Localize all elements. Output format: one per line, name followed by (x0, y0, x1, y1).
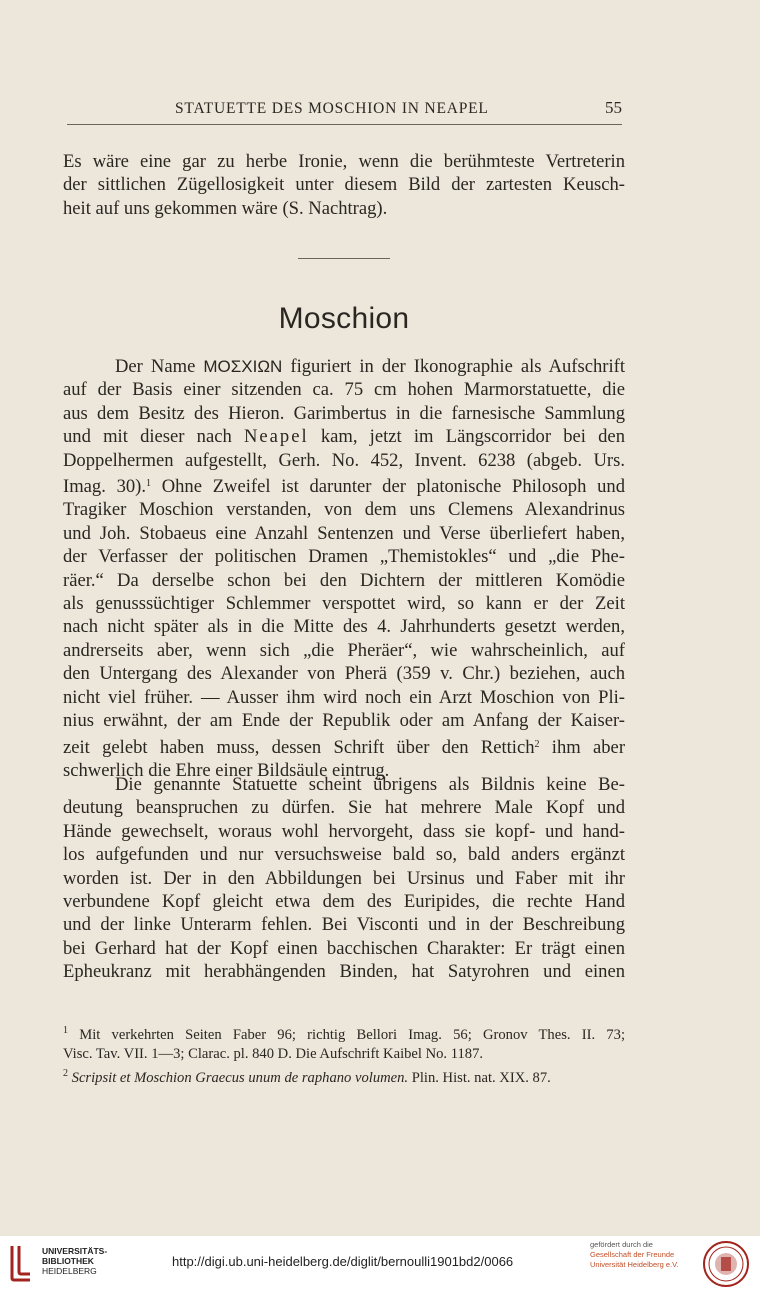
footnote-1: $^1$ Mit verkehrten Seiten Faber 96; richtig Bellori Imag. 56; Gronov Thes. II. 73; (63, 1025, 625, 1043)
text-line: andrerseits aber, wenn sich „die Pheräer“, wie wahrscheinlich, auf (63, 639, 625, 661)
sponsor-credit[interactable]: gefördert durch die Gesellschaft der Freunde Universität Heidelberg e.V. (590, 1240, 679, 1269)
text-line: als genusssüchtiger Schlemmer verspottet wird, so kann er der Zeit (63, 593, 625, 615)
footnote-1-continued: Visc. Tav. VII. 1—3; Clarac. pl. 840 D. Die Aufschrift Kaibel No. 1187. (63, 1046, 484, 1063)
footnote-mark: 2 (63, 1068, 68, 1080)
text-line: der sittlichen Zügellosigkeit unter diesem Bild der zartesten Keusch- (63, 174, 625, 196)
digitization-footer (0, 1236, 760, 1291)
text-line: deutung beanspruchen zu dürfen. Sie hat mehrere Male Kopf und (63, 797, 625, 819)
text-line: den Untergang des Alexander von Pherä (359 v. Chr.) beziehen, auch (63, 663, 625, 685)
text-line: und Joh. Stobaeus eine Anzahl Sentenzen und Verse überliefert haben, (63, 522, 625, 544)
greek-inscription: ΜΟΣΧΙΩΝ (203, 357, 283, 376)
text-line: Epheukranz mit herabhängenden Binden, hat Satyrohren und einen (63, 961, 625, 983)
footnote-ref: 2 (534, 738, 540, 750)
text-line: nach nicht später als in die Mitte des 4. Jahrhunderts gesetzt werden, (63, 616, 625, 638)
text-line: nicht viel früher. — Ausser ihm wird noch ein Arzt Moschion von Pli- (63, 686, 625, 708)
text-line: der Verfasser der politischen Dramen „Themistokles“ und „die Phe- (63, 546, 625, 568)
text-line: Der Name ΜΟΣΧΙΩΝ figuriert in der Ikonographie als Aufschrift (115, 356, 625, 377)
ub-heidelberg-logo-icon[interactable] (8, 1244, 34, 1282)
paragraph-statuette-description (63, 773, 625, 984)
text-line: Es wäre eine gar zu herbe Ironie, wenn die berühmteste Vertreterin (63, 151, 625, 172)
text-line: aus dem Besitz des Hieron. Garimbertus in die farnesische Sammlung (63, 402, 625, 424)
text-line: verbundene Kopf gleicht etwa dem des Euripides, die rechte Hand (63, 891, 625, 913)
text-line: Imag. 30).$^1$ Ohne Zweifel ist darunter der platonische Philosoph und (63, 476, 625, 498)
page-number: 55 (605, 98, 622, 117)
spaced-place-name: Neapel (243, 426, 309, 448)
text-line: los aufgefunden und nur versuchsweise bald so, bald anders ergänzt (63, 844, 625, 866)
text-line: zeit gelebt haben muss, dessen Schrift über den Rettich$^2$ ihm aber (63, 736, 626, 758)
text-line: Tragiker Moschion verstanden, von dem uns Clemens Alexandrinus (63, 499, 625, 521)
text-line: und mit dieser nach Neapel kam, jetzt im Längscorridor bei den (63, 426, 625, 448)
section-separator (298, 258, 390, 259)
text-line: bei Gerhard hat der Kopf einen bacchischen Charakter: Er trägt einen (63, 937, 625, 959)
university-seal-icon[interactable] (702, 1240, 750, 1288)
footnote-ref: 1 (146, 478, 151, 490)
library-name[interactable]: UNIVERSITÄTS- BIBLIOTHEK HEIDELBERG (42, 1246, 108, 1276)
text-line: räer.“ Da derselbe schon bei den Dichtern der mittleren Komödie (63, 569, 625, 591)
running-head (67, 98, 622, 125)
text-line: schwerlich die Ehre einer Bildsäule eintrug. (63, 759, 390, 781)
text-line: auf der Basis einer sitzenden ca. 75 cm hohen Marmorstatuette, die (63, 379, 625, 401)
text-line: und der linke Unterarm fehlen. Bei Visconti und in der Beschreibung (63, 914, 625, 936)
paragraph-moschion-statuette (63, 355, 625, 782)
section-title: Moschion (278, 302, 410, 335)
footnotes (63, 1021, 625, 1089)
text-line: worden ist. Der in den Abbildungen bei Ursinus und Faber mit ihr (63, 867, 625, 889)
text-line: Die genannte Statuette scheint übrigens als Bildnis keine Be- (115, 774, 625, 795)
latin-quote: Scripsit et Moschion Graecus unum de raphano volumen. (71, 1070, 409, 1087)
text-line: nius erwähnt, der am Ende der Republik oder am Anfang der Kaiser- (63, 710, 625, 732)
text-line: Doppelhermen aufgestellt, Gerh. No. 452, Invent. 6238 (abgeb. Urs. (63, 449, 625, 471)
intro-paragraph (63, 150, 625, 220)
footnote-mark: 1 (63, 1025, 68, 1036)
text-line: Hände gewechselt, woraus wohl hervorgeht, dass sie kopf- und hand- (63, 820, 625, 842)
footnote-2: $^2$ Scripsit et Moschion Graecus unum de raphano volumen. Plin. Hist. nat. XIX. 87. (63, 1068, 551, 1087)
permalink-url[interactable]: http://digi.ub.uni-heidelberg.de/diglit/bernoulli1901bd2/0066 (172, 1254, 514, 1269)
text-line: heit auf uns gekommen wäre (S. Nachtrag). (63, 197, 388, 219)
running-title: STATUETTE DES MOSCHION IN NEAPEL (175, 100, 489, 117)
